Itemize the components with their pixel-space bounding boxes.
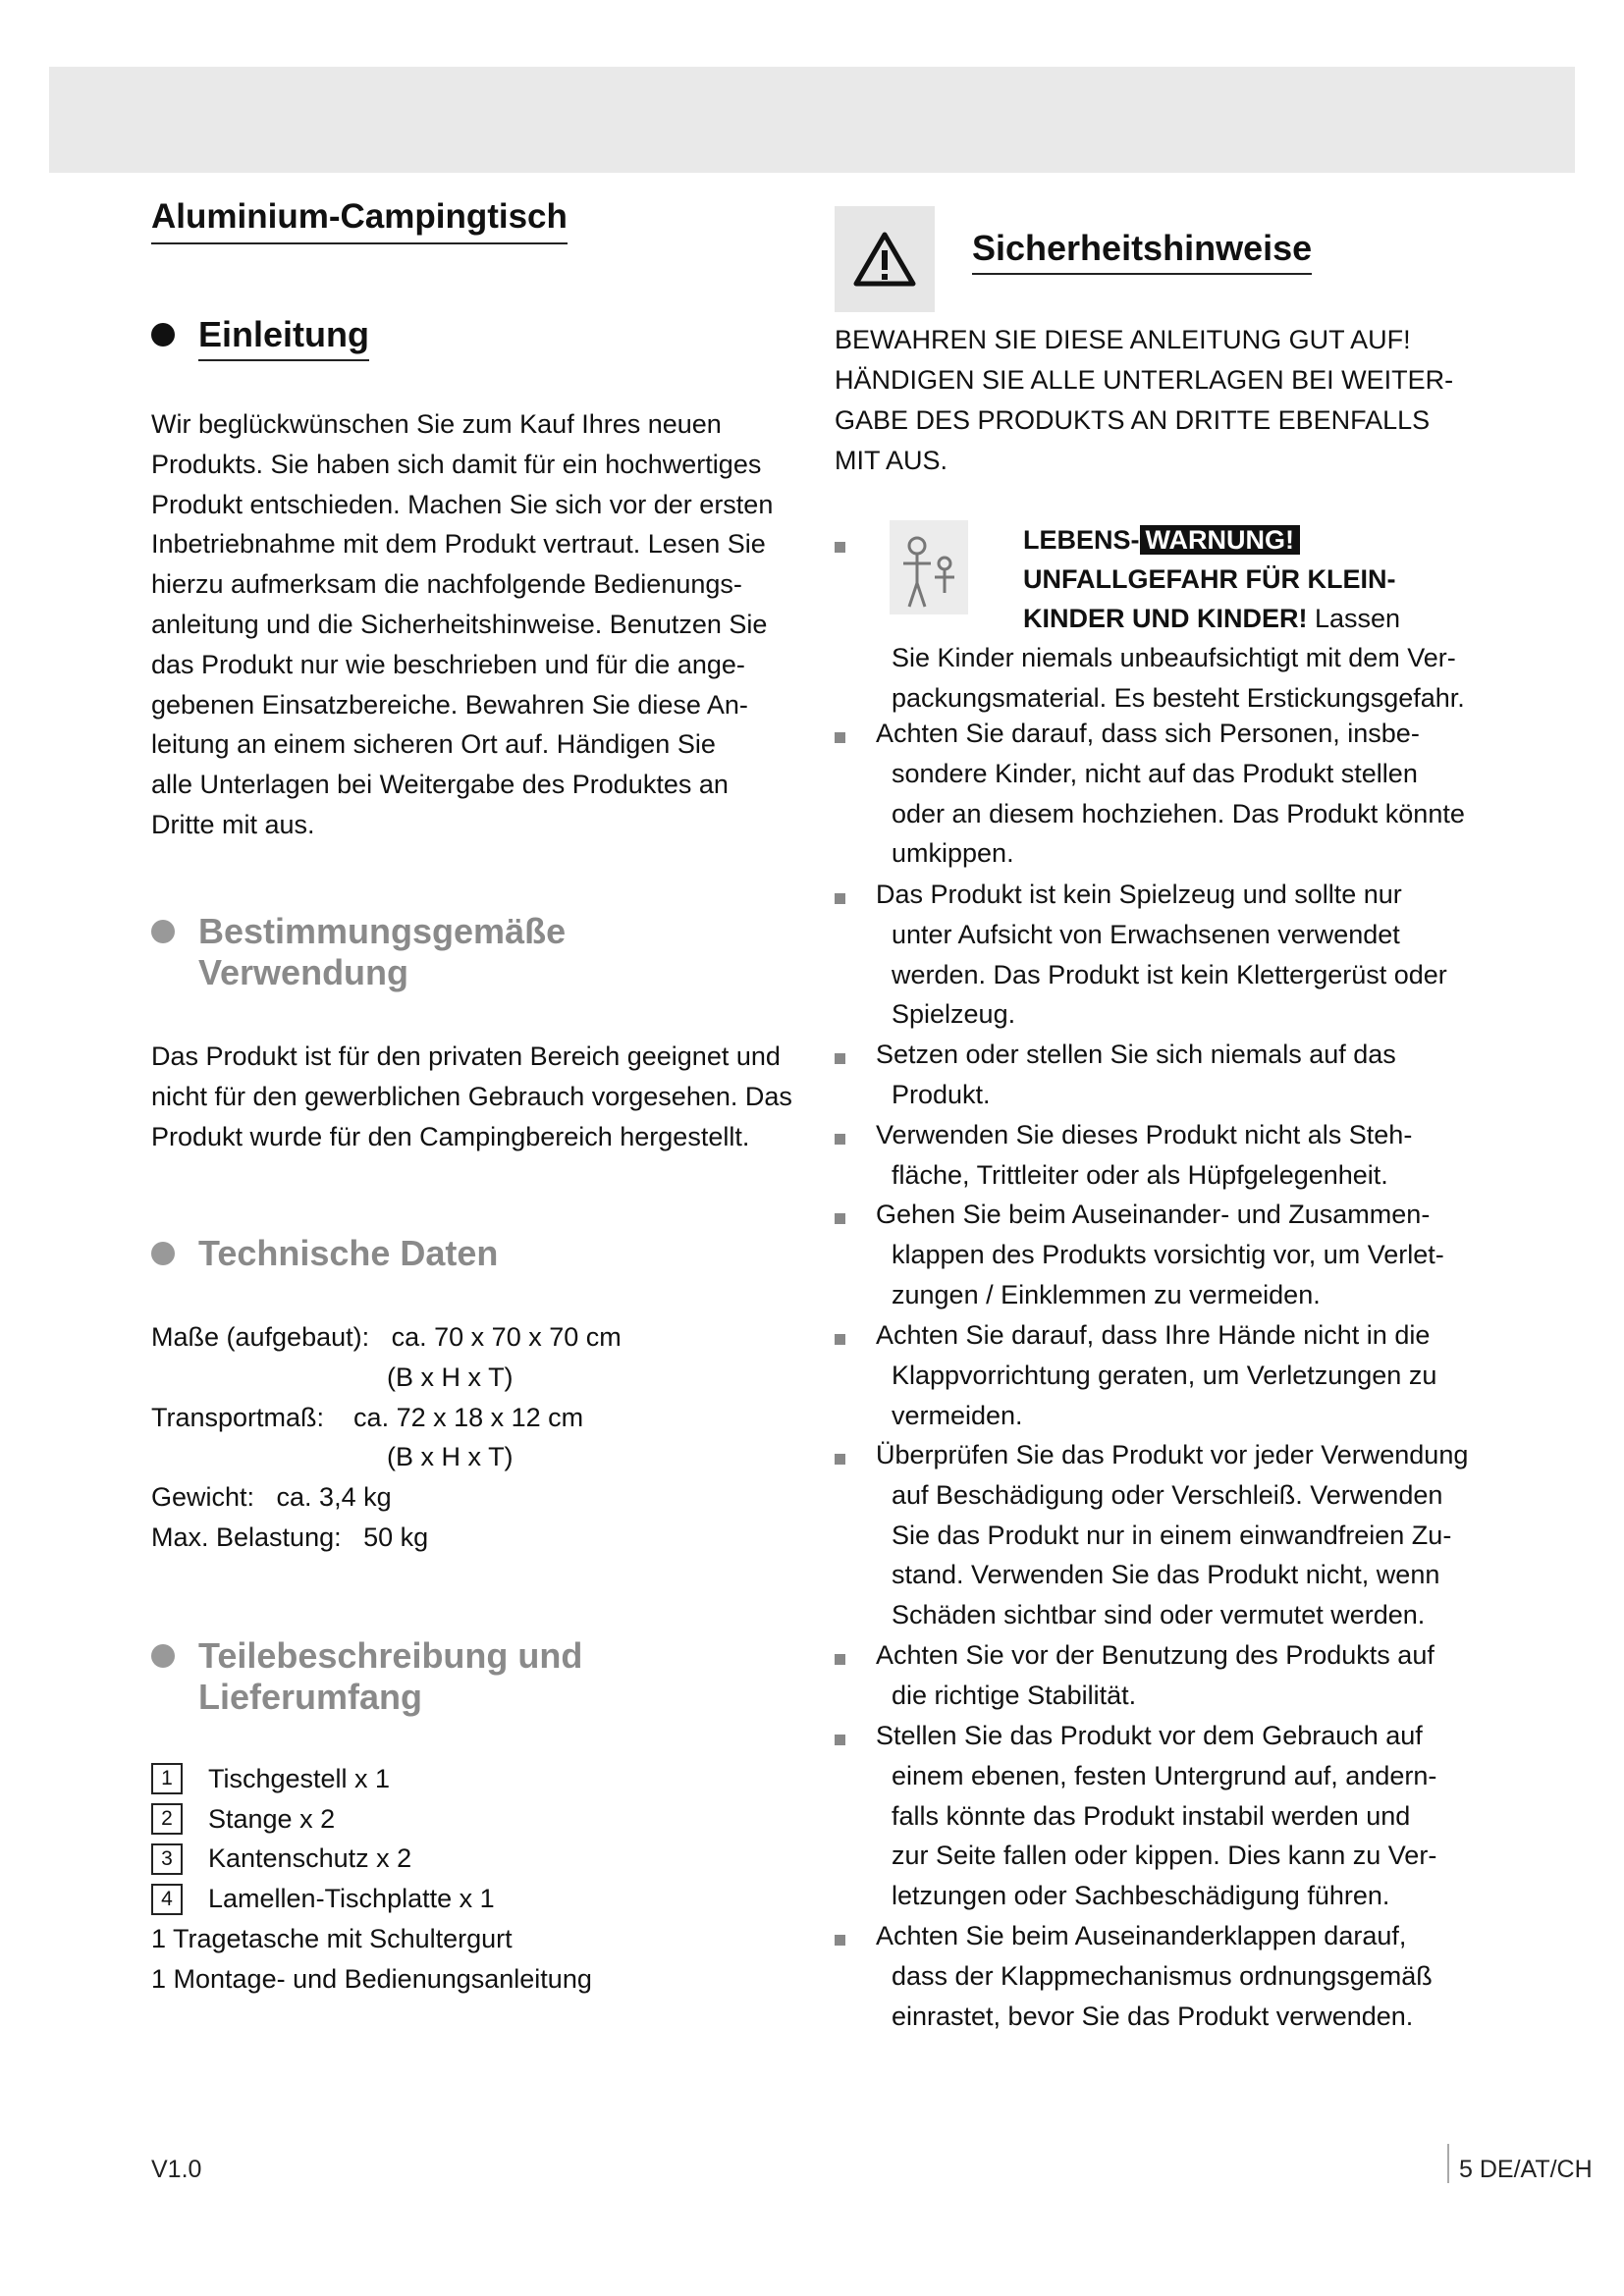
text-line: gebenen Einsatzbereiche. Bewahren Sie diese An-: [151, 689, 748, 720]
safety-notice: [835, 320, 1483, 481]
text-line: alle Unterlagen bei Weitergabe des Produktes an: [151, 770, 729, 800]
extra-item: 1 Tragetasche mit Schultergurt: [151, 1924, 513, 1954]
bullet-square-icon: [835, 1935, 845, 1946]
warning-badge: WARNUNG!: [1140, 525, 1300, 555]
safety-item: Das Produkt ist kein Spielzeug und sollte nur unter Aufsicht von Erwachsenen verwendet werden. Das Produkt ist kein Klettergerüst oder Spielzeug.: [876, 880, 1447, 1030]
section-teile: [151, 1635, 795, 2000]
header-band: [49, 67, 1575, 173]
text-line: Wir beglückwünschen Sie zum Kauf Ihres neuen: [151, 409, 722, 439]
section-heading: Sicherheitshinweise: [972, 228, 1312, 275]
safety-item: Achten Sie beim Auseinanderklappen darauf, dass der Klappmechanismus ordnungsgemäß einrastet, bevor Sie das Produkt verwenden.: [876, 1921, 1433, 2031]
tech-data-list: [151, 1317, 795, 1558]
bullet-square-icon: [835, 1134, 845, 1145]
safety-item: Achten Sie darauf, dass sich Personen, insbe- sondere Kinder, nicht auf das Produkt stellen oder an diesem hochziehen. Das Produkt könnte umkippen.: [876, 719, 1465, 869]
safety-item: Setzen oder stellen Sie sich niemals auf das Produkt.: [876, 1040, 1396, 1109]
document-title: Aluminium-Campingtisch: [151, 191, 568, 244]
section-bestimmung: [151, 911, 795, 1156]
bullet-dot-icon: [151, 1644, 175, 1668]
text-line: Produkt entschieden. Machen Sie sich vor der ersten: [151, 489, 774, 519]
tech-row: Max. Belastung: 50 kg: [151, 1522, 429, 1552]
safety-item: Überprüfen Sie das Produkt vor jeder Verwendung auf Beschädigung oder Verschleiß. Verwenden Sie das Produkt nur in einem einwandfreien Zu- stand. Verwenden Sie das Produkt nicht, wenn Schäden sichtbar sind oder vermutet werden.: [876, 1440, 1469, 1630]
safety-item: Gehen Sie beim Auseinander- und Zusammen- klappen des Produkts vorsichtig vor, um Verlet- zungen / Einklemmen zu vermeiden.: [876, 1200, 1444, 1309]
parts-row: [151, 1759, 795, 1799]
footer-version: V1.0: [151, 2156, 202, 2183]
section-heading: Technische Daten: [198, 1233, 499, 1273]
text-line: hierzu aufmerksam die nachfolgende Bedienungs-: [151, 569, 742, 600]
bullet-square-icon: [835, 732, 845, 743]
bullet-square-icon: [835, 893, 845, 904]
lebens-text: Sie Kinder niemals unbeaufsichtigt mit dem Ver- packungsmaterial. Es besteht Erstickungsgefahr.: [892, 643, 1465, 713]
tech-row: Maße (aufgebaut): ca. 70 x 70 x 70 cm: [151, 1322, 622, 1352]
bullet-square-icon: [835, 1454, 845, 1465]
bullet-dot-icon: [151, 323, 175, 347]
children-warning-icon: [890, 520, 968, 614]
notice-line: MIT AUS.: [835, 446, 948, 475]
safety-item: Achten Sie darauf, dass Ihre Hände nicht in die Klappvorrichtung geraten, um Verletzungen zu vermeiden.: [876, 1320, 1437, 1430]
footer-divider: [1447, 2144, 1449, 2183]
text-line: Das Produkt ist für den privaten Bereich geeignet und: [151, 1041, 781, 1071]
tech-row: (B x H x T): [151, 1362, 514, 1392]
bullet-square-icon: [835, 1213, 845, 1224]
bullet-dot-icon: [151, 1242, 175, 1265]
part-number: 4: [151, 1884, 183, 1915]
text-line: KINDER UND KINDER! Lassen: [1023, 604, 1401, 633]
notice-line: BEWAHREN SIE DIESE ANLEITUNG GUT AUF!: [835, 325, 1411, 354]
lebens-heading: LEBENS- WARNUNG!: [1023, 520, 1300, 560]
extra-item: 1 Montage- und Bedienungsanleitung: [151, 1963, 592, 1994]
parts-row: [151, 1879, 795, 1919]
tech-row: Gewicht: ca. 3,4 kg: [151, 1482, 392, 1513]
parts-list: [151, 1759, 795, 2000]
text-line: Produkts. Sie haben sich damit für ein hochwertiges: [151, 449, 762, 479]
bullet-square-icon: [835, 1654, 845, 1665]
part-label: Lamellen-Tischplatte x 1: [208, 1884, 495, 1914]
text-line: nicht für den gewerblichen Gebrauch vorgesehen. Das: [151, 1081, 792, 1111]
bestimmung-text: [151, 1037, 795, 1156]
safety-item: Stellen Sie das Produkt vor dem Gebrauch auf einem ebenen, festen Untergrund auf, andern- falls könnte das Produkt instabil werden und zur Seite fallen oder kippen. Dies kann zu Ver- letzungen oder Sachbeschädigung führen.: [876, 1721, 1437, 1911]
section-heading: Einleitung: [198, 314, 369, 361]
text-line: Produkt wurde für den Campingbereich hergestellt.: [151, 1121, 750, 1151]
section-einleitung: [151, 314, 795, 845]
part-number: 2: [151, 1803, 183, 1835]
parts-row: [151, 1840, 795, 1880]
bullet-square-icon: [835, 1053, 845, 1064]
part-number: 1: [151, 1763, 183, 1794]
safety-item: Verwenden Sie dieses Produkt nicht als Steh- fläche, Trittleiter oder als Hüpfgelegenheit.: [876, 1120, 1413, 1190]
notice-line: GABE DES PRODUKTS AN DRITTE EBENFALLS: [835, 405, 1431, 435]
notice-line: HÄNDIGEN SIE ALLE UNTERLAGEN BEI WEITER-: [835, 365, 1454, 395]
tech-row: (B x H x T): [151, 1442, 514, 1472]
bullet-dot-icon: [151, 920, 175, 943]
tech-row: Transportmaß: ca. 72 x 18 x 12 cm: [151, 1402, 584, 1432]
einleitung-text: [151, 404, 795, 845]
part-label: Tischgestell x 1: [208, 1763, 391, 1793]
text-line: leitung an einem sicheren Ort auf. Händigen Sie: [151, 729, 716, 760]
warning-box: [835, 206, 935, 312]
safety-item: Achten Sie vor der Benutzung des Produkts auf die richtige Stabilität.: [876, 1640, 1435, 1710]
text-line: UNFALLGEFAHR FÜR KLEIN-: [1023, 564, 1396, 594]
part-number: 3: [151, 1843, 183, 1875]
footer-page-number: 5 DE/AT/CH: [1459, 2156, 1593, 2183]
parts-row: [151, 1799, 795, 1840]
section-heading: Teilebeschreibung und Lieferumfang: [198, 1635, 583, 1717]
text-line: das Produkt nur wie beschrieben und für die ange-: [151, 649, 745, 679]
bullet-square-icon: [835, 1735, 845, 1745]
warning-triangle-icon: [853, 231, 916, 288]
bullet-square-icon: [835, 542, 845, 553]
section-technische-daten: [151, 1233, 795, 1558]
part-label: Kantenschutz x 2: [208, 1843, 412, 1874]
section-heading: Bestimmungsgemäße Verwendung: [198, 911, 567, 992]
text-line: Inbetriebnahme mit dem Produkt vertraut. Lesen Sie: [151, 529, 766, 560]
bullet-square-icon: [835, 1334, 845, 1345]
text-line: anleitung und die Sicherheitshinweise. Benutzen Sie: [151, 609, 768, 639]
part-label: Stange x 2: [208, 1803, 336, 1834]
text-line: Dritte mit aus.: [151, 809, 315, 839]
